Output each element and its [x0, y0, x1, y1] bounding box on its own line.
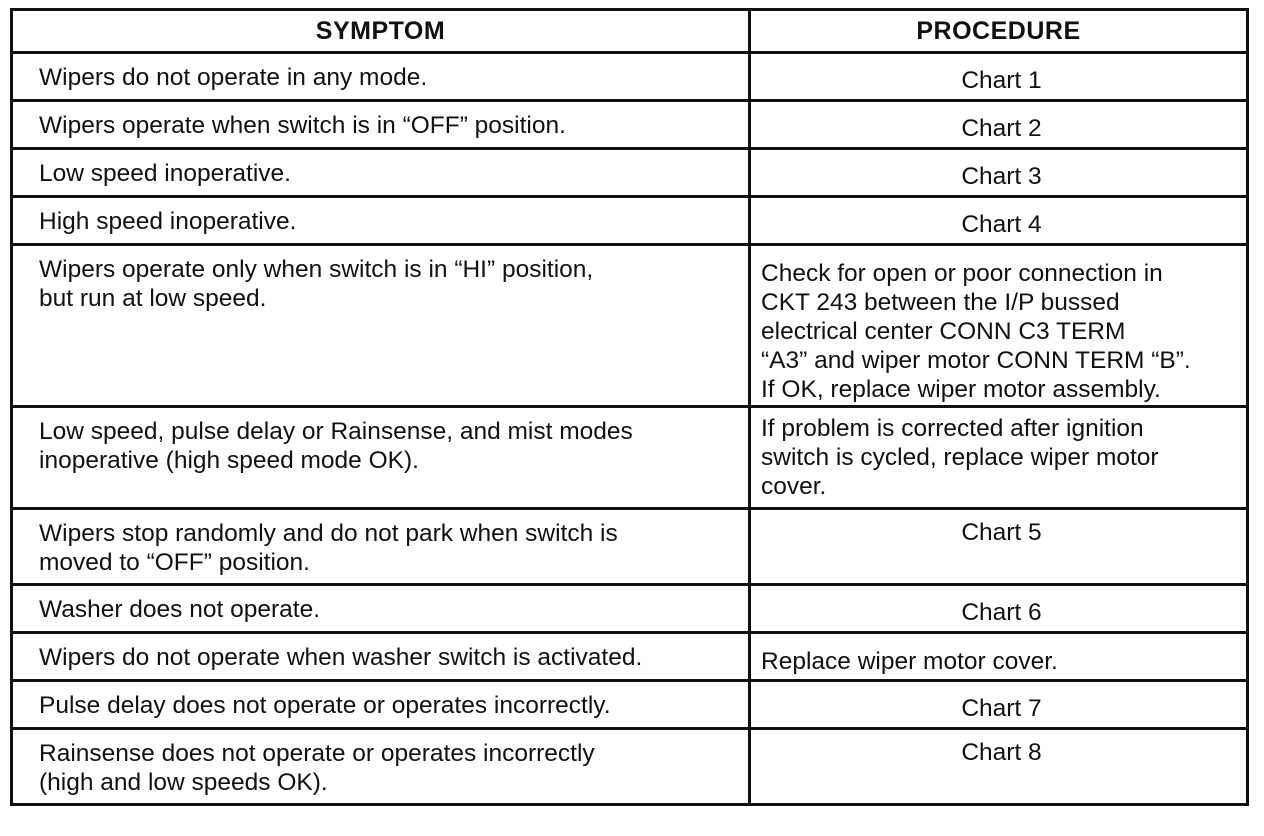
procedure-text: “A3” and wiper motor CONN TERM “B”.	[761, 347, 1191, 374]
header-row	[12, 10, 1248, 53]
symptom-cell	[12, 101, 750, 149]
symptom-text: Wipers do not operate when washer switch is activated.	[39, 644, 643, 671]
symptom-text: Rainsense does not operate or operates incorrectly	[39, 740, 595, 767]
procedure-text: Chart 1	[961, 67, 1042, 94]
table-row	[12, 53, 1248, 101]
procedure-cell	[750, 407, 1248, 509]
symptom-text: Wipers operate when switch is in “OFF” position.	[39, 112, 566, 139]
symptom-cell	[12, 407, 750, 509]
symptom-text: Wipers do not operate in any mode.	[39, 64, 428, 91]
procedure-text: Chart 5	[961, 519, 1042, 546]
symptom-text: Low speed inoperative.	[39, 160, 291, 187]
procedure-text: Chart 4	[961, 211, 1042, 238]
procedure-cell	[750, 197, 1248, 245]
symptom-cell	[12, 149, 750, 197]
procedure-text: Chart 6	[961, 599, 1042, 626]
symptom-text: moved to “OFF” position.	[39, 549, 310, 576]
diagnostic-table	[10, 8, 1249, 806]
table-row	[12, 509, 1248, 585]
procedure-text: Chart 2	[961, 115, 1042, 142]
procedure-text: electrical center CONN C3 TERM	[761, 318, 1126, 345]
table-row	[12, 149, 1248, 197]
procedure-text: cover.	[761, 473, 827, 500]
procedure-text: Replace wiper motor cover.	[761, 648, 1058, 675]
symptom-text: High speed inoperative.	[39, 208, 297, 235]
table-row	[12, 681, 1248, 729]
procedure-cell	[750, 585, 1248, 633]
table-row	[12, 101, 1248, 149]
symptom-cell	[12, 53, 750, 101]
procedure-cell	[750, 729, 1248, 805]
symptom-cell	[12, 729, 750, 805]
symptom-text: inoperative (high speed mode OK).	[39, 447, 419, 474]
procedure-text: CKT 243 between the I/P bussed	[761, 289, 1120, 316]
symptom-cell	[12, 197, 750, 245]
procedure-text: Chart 8	[961, 739, 1042, 766]
procedure-cell	[750, 633, 1248, 681]
procedure-text: Chart 3	[961, 163, 1042, 190]
symptom-text: (high and low speeds OK).	[39, 769, 328, 796]
symptom-header: SYMPTOM	[12, 10, 750, 53]
procedure-text: Chart 7	[961, 695, 1042, 722]
procedure-cell	[750, 53, 1248, 101]
symptom-cell	[12, 633, 750, 681]
symptom-text: Wipers stop randomly and do not park when switch is	[39, 520, 618, 547]
procedure-text: Check for open or poor connection in	[761, 260, 1163, 287]
symptom-cell	[12, 245, 750, 407]
table-row	[12, 197, 1248, 245]
procedure-cell	[750, 245, 1248, 407]
procedure-text: If OK, replace wiper motor assembly.	[761, 376, 1161, 403]
symptom-text: but run at low speed.	[39, 285, 267, 312]
symptom-cell	[12, 681, 750, 729]
table-row	[12, 245, 1248, 407]
procedure-cell	[750, 149, 1248, 197]
symptom-text: Low speed, pulse delay or Rainsense, and mist modes	[39, 418, 633, 445]
symptom-cell	[12, 585, 750, 633]
procedure-cell	[750, 681, 1248, 729]
procedure-text: switch is cycled, replace wiper motor	[761, 444, 1159, 471]
table-row	[12, 633, 1248, 681]
table-row	[12, 585, 1248, 633]
procedure-text: If problem is corrected after ignition	[761, 415, 1144, 442]
symptom-text: Washer does not operate.	[39, 596, 321, 623]
table-row	[12, 729, 1248, 805]
symptom-text: Pulse delay does not operate or operates incorrectly.	[39, 692, 611, 719]
procedure-cell	[750, 509, 1248, 585]
procedure-header: PROCEDURE	[750, 10, 1248, 53]
table-row	[12, 407, 1248, 509]
symptom-text: Wipers operate only when switch is in “HI” position,	[39, 256, 594, 283]
procedure-cell	[750, 101, 1248, 149]
symptom-cell	[12, 509, 750, 585]
